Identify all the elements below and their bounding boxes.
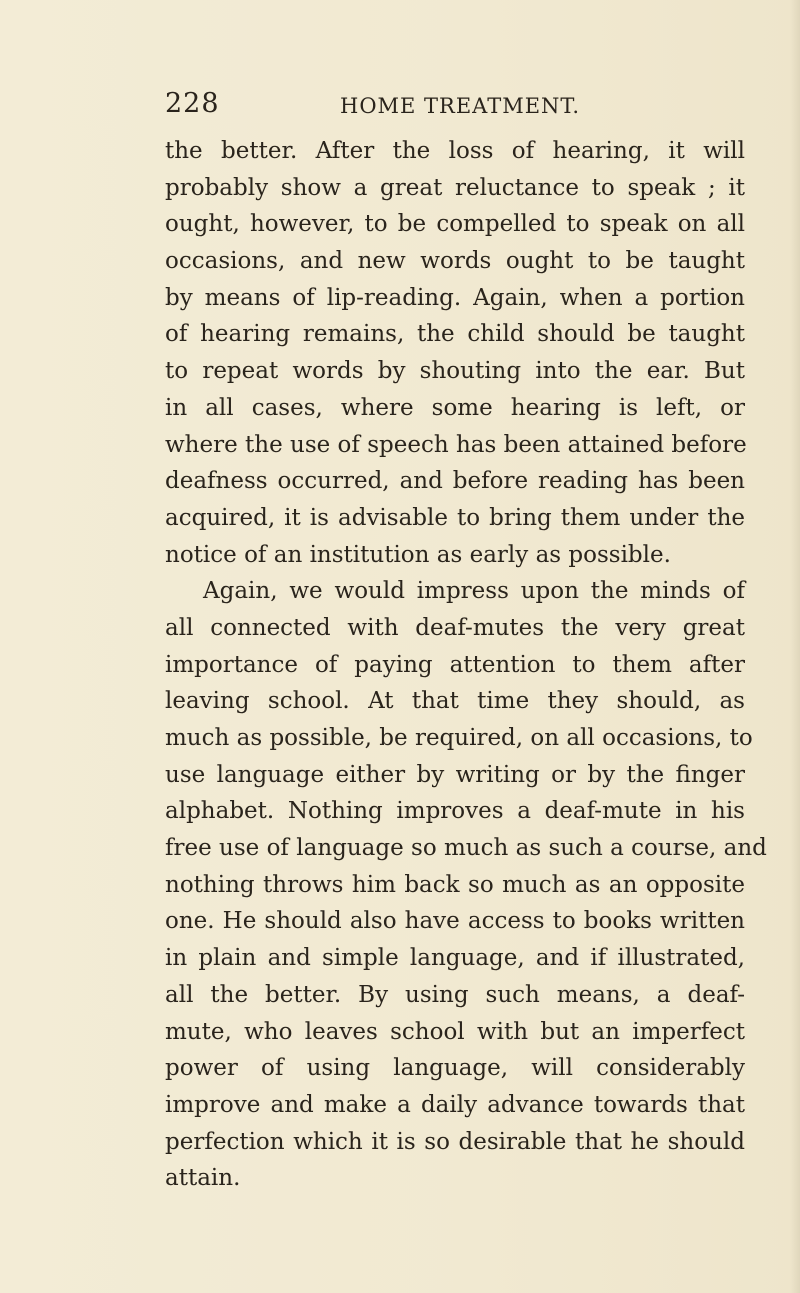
- paragraph-end-line: notice of an institution as early as possible.: [165, 541, 671, 568]
- paragraph-start-line: Again, we would impress upon the minds of: [203, 578, 745, 605]
- page-edge-shadow: [790, 0, 800, 1293]
- text-line: nothing throws him back so much as an opposite: [165, 871, 745, 898]
- text-line: where the use of speech has been attained before: [165, 431, 747, 458]
- text-line: probably show a great reluctance to speak ; it: [165, 174, 745, 201]
- text-line: occasions, and new words ought to be taught: [165, 248, 745, 275]
- running-title: HOME TREATMENT.: [340, 94, 581, 118]
- text-line: power of using language, will considerably: [165, 1055, 745, 1082]
- text-line: ought, however, to be compelled to speak on all: [165, 211, 745, 238]
- text-line: importance of paying attention to them after: [165, 651, 745, 678]
- text-line: free use of language so much as such a course, and: [165, 835, 767, 862]
- text-line: all the better. By using such means, a deaf-: [165, 981, 745, 1008]
- text-line: mute, who leaves school with but an imperfect: [165, 1018, 745, 1045]
- text-line: of hearing remains, the child should be taught: [165, 321, 745, 348]
- text-line: one. He should also have access to books written: [165, 908, 745, 935]
- text-line: alphabet. Nothing improves a deaf-mute in his: [165, 798, 745, 825]
- text-line: much as possible, be required, on all occasions, to: [165, 725, 753, 751]
- page-number: 228: [165, 88, 220, 119]
- running-head: [165, 88, 745, 128]
- text-line: the better. After the loss of hearing, it will: [165, 138, 745, 164]
- text-line: in all cases, where some hearing is left, or: [165, 394, 745, 421]
- text-line: leaving school. At that time they should, as: [165, 688, 745, 715]
- body-text: [165, 133, 767, 1197]
- text-line: by means of lip-reading. Again, when a portion: [165, 284, 745, 311]
- text-line: improve and make a daily advance towards that: [165, 1091, 745, 1118]
- text-line: in plain and simple language, and if illustrated,: [165, 945, 745, 972]
- text-line: acquired, it is advisable to bring them under the: [165, 504, 745, 531]
- paragraph-end-line: attain.: [165, 1165, 241, 1192]
- text-line: deafness occurred, and before reading has been: [165, 468, 745, 495]
- text-line: to repeat words by shouting into the ear. But: [165, 358, 745, 385]
- text-line: all connected with deaf-mutes the very great: [165, 614, 745, 641]
- text-line: use language either by writing or by the finger: [165, 761, 745, 788]
- text-line: perfection which it is so desirable that he should: [165, 1128, 745, 1155]
